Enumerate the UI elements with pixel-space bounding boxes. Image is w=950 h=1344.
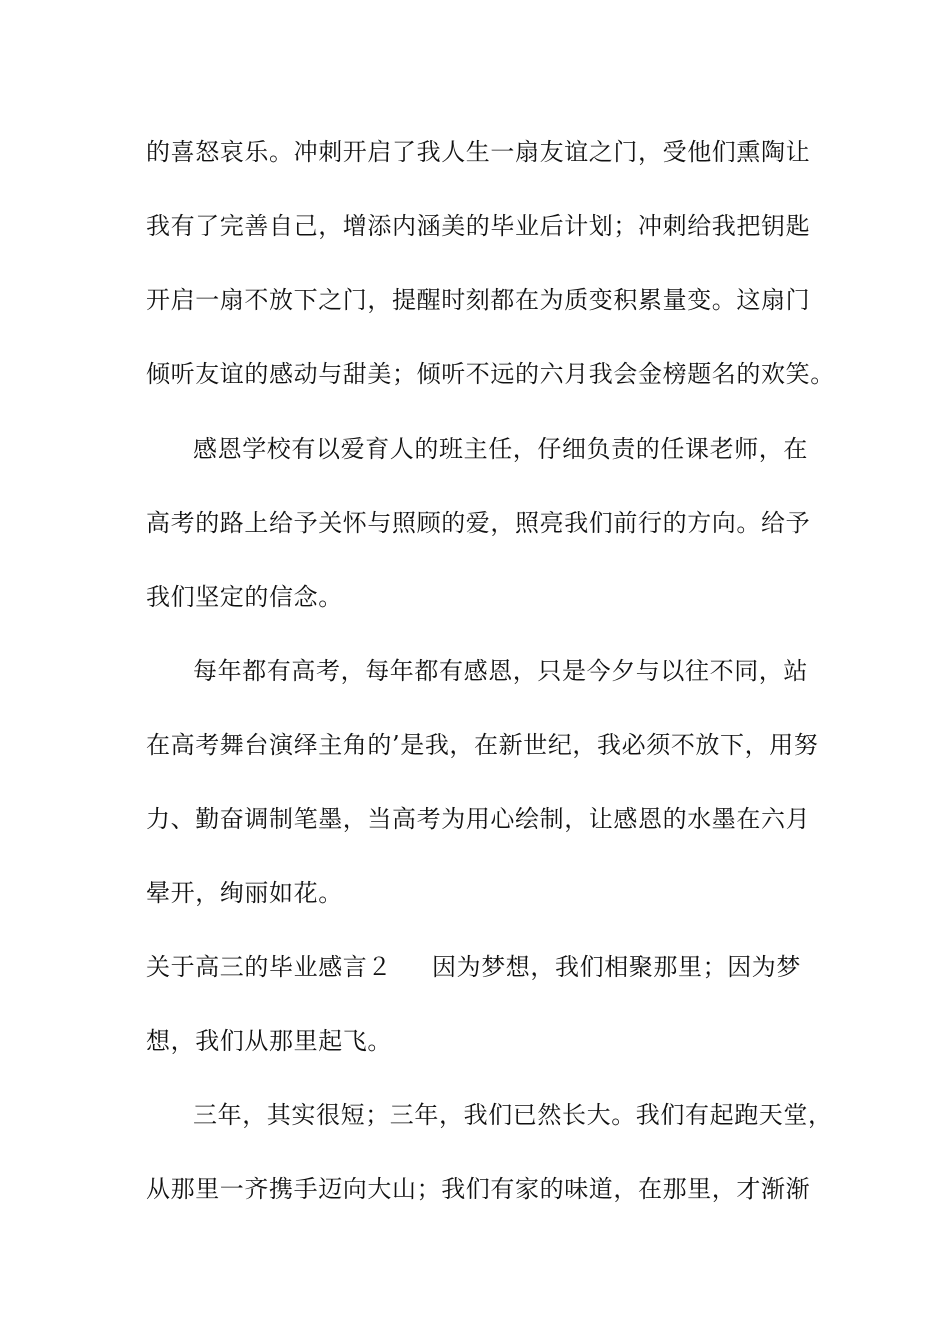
section-heading: 关于高三的毕业感言２ <box>146 953 392 981</box>
paragraph-line: 我有了完善自己，增添内涵美的毕业后计划；冲刺给我把钥匙 <box>146 212 811 240</box>
paragraph-line: 的喜怒哀乐。冲刺开启了我人生一扇友谊之门，受他们熏陶让 <box>146 138 811 166</box>
paragraph-line: 开启一扇不放下之门，提醒时刻都在为质变积累量变。这扇门 <box>146 286 811 314</box>
paragraph-line: 每年都有高考，每年都有感恩，只是今夕与以往不同，站 <box>193 657 808 685</box>
paragraph-line: 高考的路上给予关怀与照顾的爱，照亮我们前行的方向。给予 <box>146 509 811 537</box>
paragraph-line: 晕开，绚丽如花。 <box>146 879 343 907</box>
section-heading-line <box>146 952 826 982</box>
paragraph-line: 三年，其实很短；三年，我们已然长大。我们有起跑天堂， <box>193 1101 833 1129</box>
paragraph-line: 我们坚定的信念。 <box>146 583 343 611</box>
paragraph-line: 从那里一齐携手迈向大山；我们有家的味道，在那里，才渐渐 <box>146 1175 811 1203</box>
paragraph-line: 想，我们从那里起飞。 <box>146 1027 392 1055</box>
paragraph-line: 倾听友谊的感动与甜美；倾听不远的六月我会金榜题名的欢笑。 <box>146 360 835 388</box>
paragraph-line: 感恩学校有以爱育人的班主任，仔细负责的任课老师，在 <box>193 435 808 463</box>
section-heading-continuation: 因为梦想，我们相聚那里；因为梦 <box>432 953 801 981</box>
paragraph-line: 力、勤奋调制笔墨，当高考为用心绘制，让感恩的水墨在六月 <box>146 805 811 833</box>
paragraph-line: 在高考舞台演绎主角的’是我，在新世纪，我必须不放下，用努 <box>146 731 819 759</box>
